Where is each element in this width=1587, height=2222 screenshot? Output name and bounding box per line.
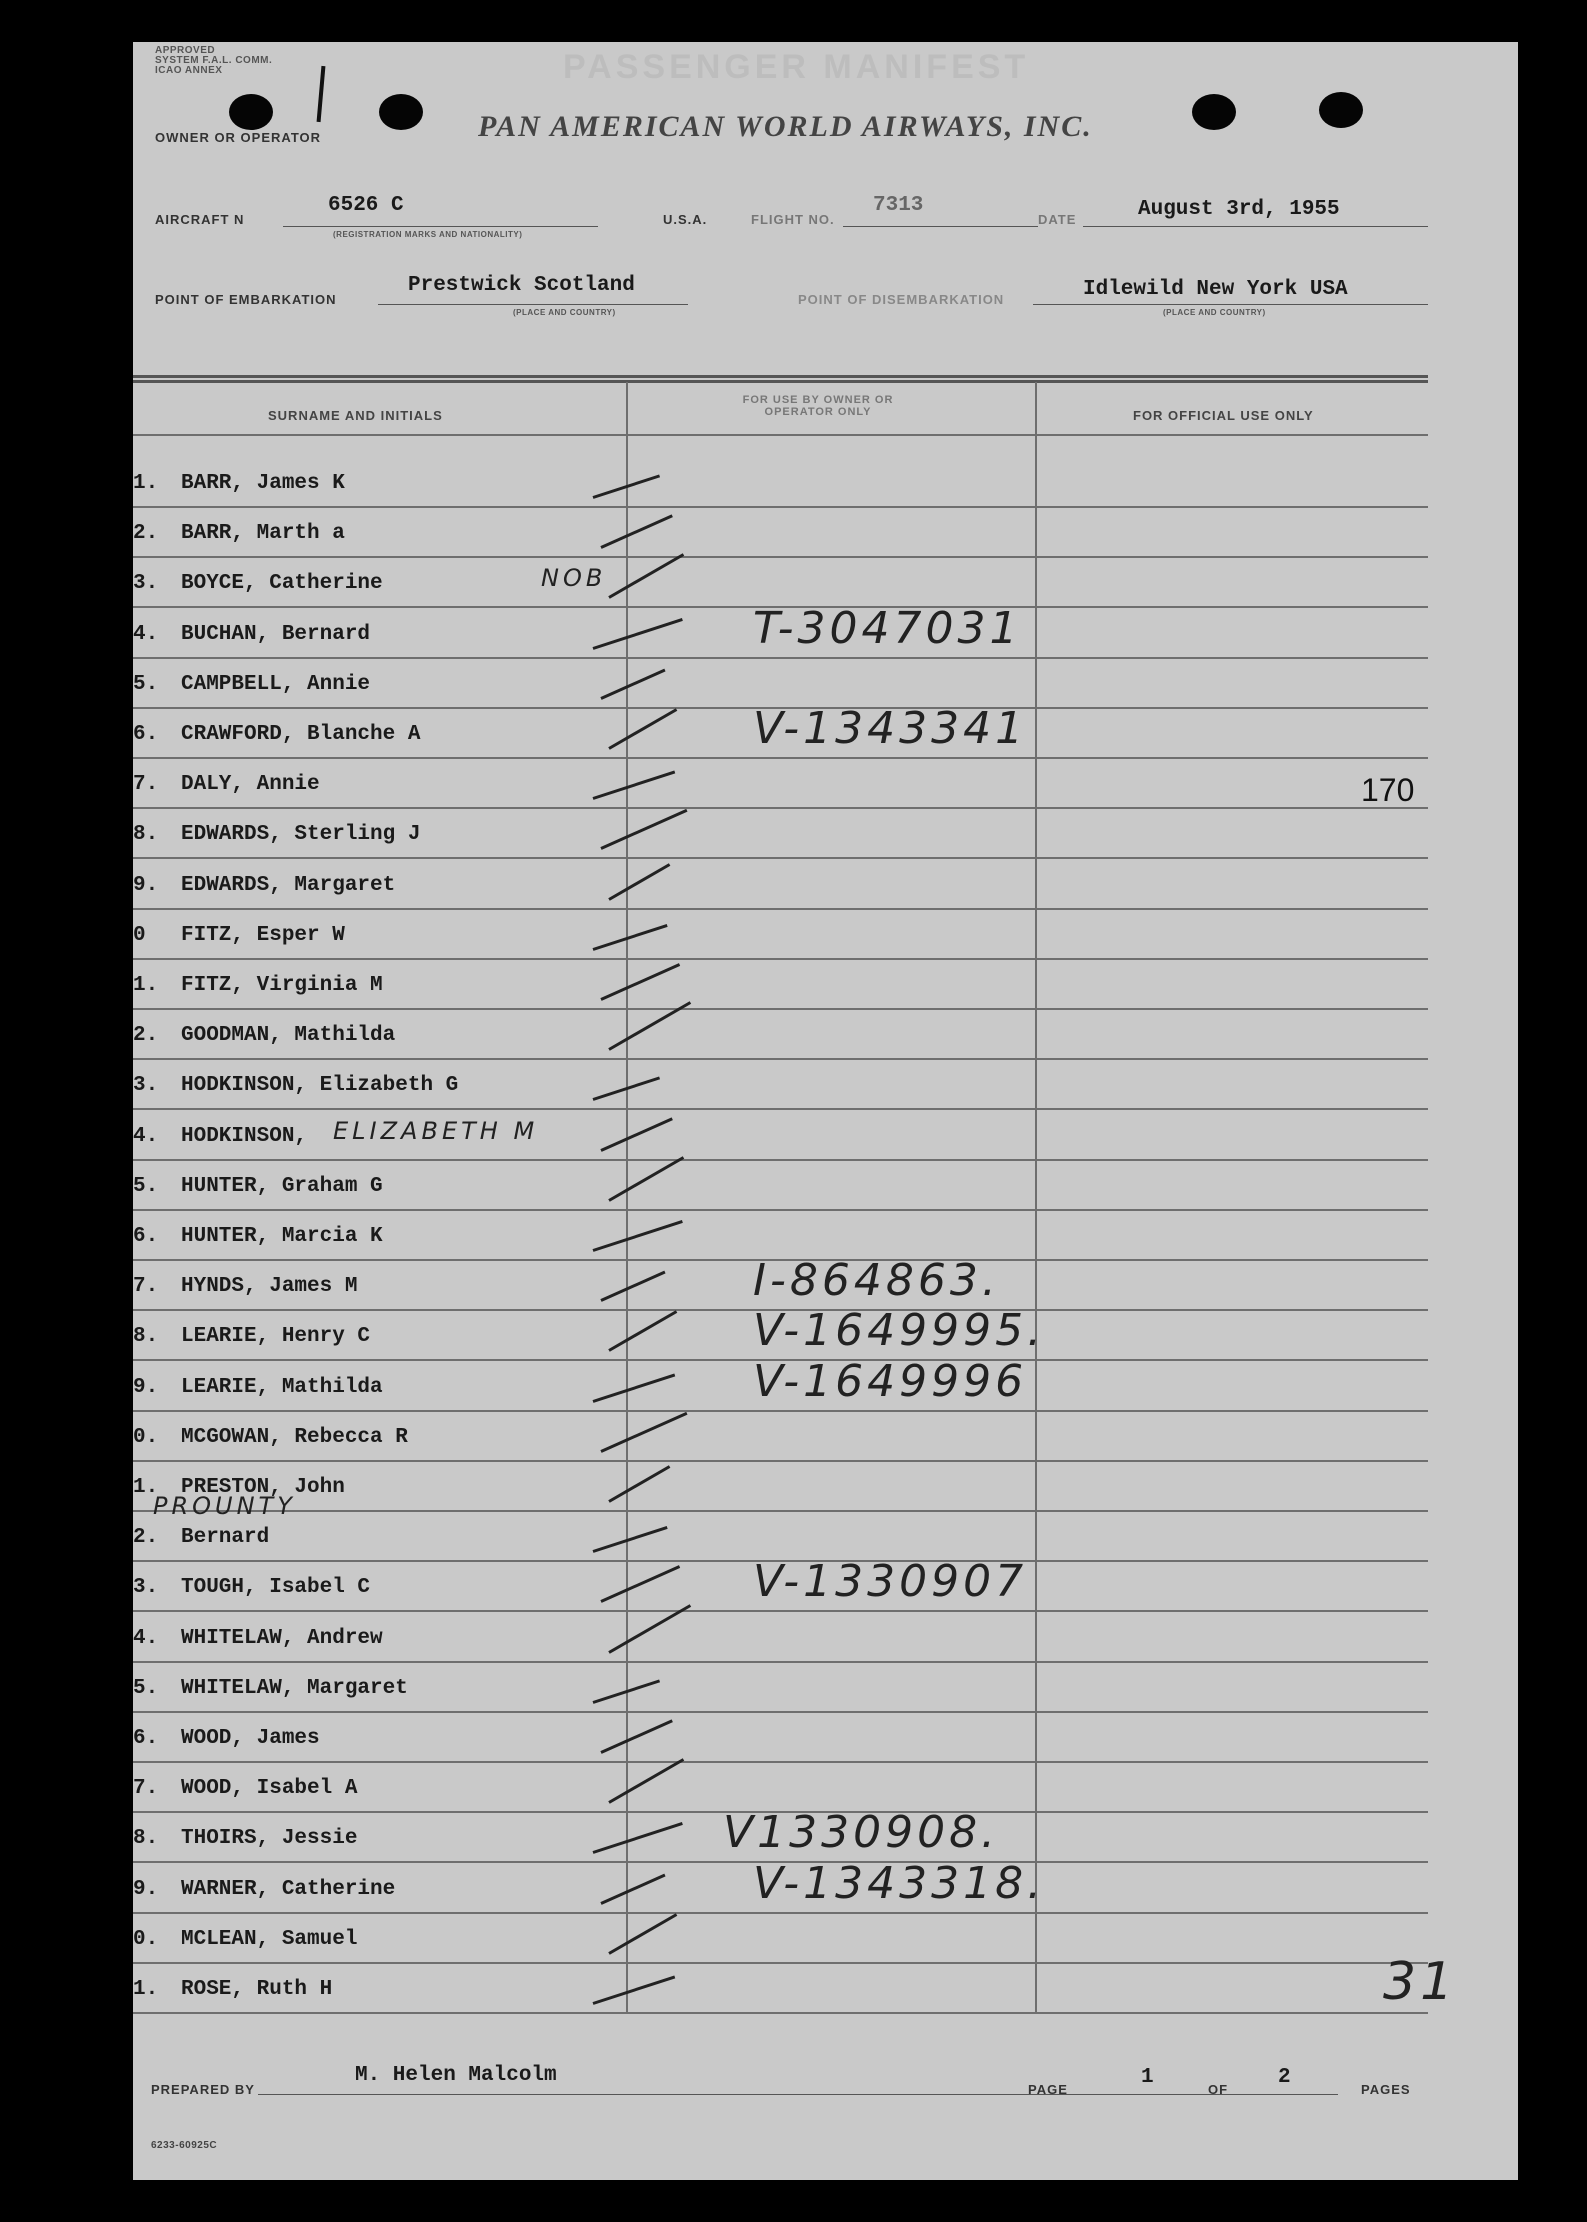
check-mark-icon bbox=[593, 1220, 683, 1252]
passenger-name: MCLEAN, Samuel bbox=[181, 1927, 358, 1951]
visa-number: V-1343318. bbox=[753, 1857, 1046, 1909]
check-mark-icon bbox=[593, 1373, 676, 1402]
passenger-name: HYNDS, James M bbox=[181, 1275, 358, 1299]
row-number: 7. bbox=[133, 1275, 159, 1299]
row-number: 8. bbox=[133, 823, 159, 847]
passenger-name: FITZ, Esper W bbox=[181, 923, 345, 947]
table-row bbox=[133, 1615, 1423, 1665]
passenger-name: HUNTER, Graham G bbox=[181, 1174, 383, 1198]
ghost-title: PASSENGER MANIFEST bbox=[563, 48, 1030, 86]
row-number: 2. bbox=[133, 1526, 159, 1550]
row-number: 2. bbox=[133, 1024, 159, 1048]
table-row bbox=[133, 1414, 1423, 1464]
visa-number: V-1330907 bbox=[753, 1556, 1028, 1608]
table-row bbox=[133, 1857, 1423, 1916]
row-number: 7. bbox=[133, 773, 159, 797]
row-number: 1. bbox=[133, 472, 159, 495]
passenger-name: BOYCE, Catherine bbox=[181, 572, 383, 596]
embark-sub: (PLACE AND COUNTRY) bbox=[513, 308, 616, 317]
passenger-name: FITZ, Virginia M bbox=[181, 974, 383, 997]
punch-hole-icon bbox=[379, 94, 423, 130]
count-note: 170 bbox=[1361, 772, 1415, 808]
check-mark-icon bbox=[608, 1758, 684, 1804]
passenger-name: BARR, James K bbox=[181, 472, 345, 495]
check-mark-icon bbox=[608, 1311, 677, 1353]
aircraft-value: 6526 C bbox=[328, 194, 404, 217]
row-number: 9. bbox=[133, 873, 159, 897]
table-row bbox=[133, 1163, 1423, 1213]
passenger-name: WOOD, Isabel A bbox=[181, 1777, 358, 1801]
manifest-page bbox=[133, 42, 1518, 2180]
check-mark-icon bbox=[593, 924, 668, 951]
table-row bbox=[133, 811, 1423, 861]
check-mark-icon bbox=[608, 863, 670, 901]
passenger-name: WARNER, Catherine bbox=[181, 1877, 396, 1901]
page-label: PAGE bbox=[1028, 2082, 1068, 2097]
visa-number: I-864863. bbox=[753, 1255, 1000, 1307]
row-number: 3. bbox=[133, 1074, 159, 1098]
check-mark-icon bbox=[593, 1526, 668, 1553]
check-mark-icon bbox=[593, 618, 683, 650]
date-value: August 3rd, 1955 bbox=[1138, 198, 1340, 221]
table-row bbox=[133, 862, 1423, 912]
passenger-name: HUNTER, Marcia K bbox=[181, 1225, 383, 1248]
row-number: 5. bbox=[133, 1174, 159, 1198]
col-surname: SURNAME AND INITIALS bbox=[268, 408, 443, 423]
row-number: 8. bbox=[133, 1325, 159, 1349]
date-label: DATE bbox=[1038, 212, 1077, 227]
passenger-name: THOIRS, Jessie bbox=[181, 1827, 358, 1851]
prepared-label: PREPARED BY bbox=[151, 2082, 255, 2097]
disembark-value: Idlewild New York USA bbox=[1083, 278, 1348, 301]
flight-value: 7313 bbox=[873, 194, 924, 217]
check-mark-icon bbox=[600, 1271, 665, 1302]
passenger-name: CAMPBELL, Annie bbox=[181, 672, 371, 696]
handwritten-note: PROUNTY bbox=[153, 1492, 296, 1521]
check-mark-icon bbox=[608, 1465, 670, 1503]
table-row bbox=[133, 962, 1423, 1012]
passenger-name: WOOD, James bbox=[181, 1727, 320, 1750]
check-mark-icon bbox=[600, 1719, 672, 1753]
table-row bbox=[133, 1916, 1423, 1966]
table-row bbox=[133, 912, 1423, 962]
row-number: 7. bbox=[133, 1777, 159, 1801]
passenger-name: Bernard bbox=[181, 1526, 270, 1550]
check-mark-icon bbox=[608, 708, 677, 750]
check-mark-icon bbox=[593, 771, 676, 800]
row-number: 4. bbox=[133, 622, 159, 646]
check-mark-icon bbox=[593, 1822, 683, 1854]
table-row bbox=[133, 761, 1423, 811]
handwritten-note: ELIZABETH M bbox=[333, 1116, 539, 1145]
prepared-value: M. Helen Malcolm bbox=[355, 2064, 557, 2087]
row-number: 1. bbox=[133, 974, 159, 997]
embark-value: Prestwick Scotland bbox=[408, 274, 635, 297]
check-mark-icon bbox=[600, 1566, 680, 1604]
visa-number: V-1343341 bbox=[753, 703, 1028, 754]
check-mark-icon bbox=[600, 515, 672, 549]
passenger-name: DALY, Annie bbox=[181, 773, 320, 797]
visa-number: V-1649996 bbox=[753, 1355, 1028, 1407]
approved-stamp bbox=[155, 46, 272, 76]
table-row bbox=[133, 460, 1423, 510]
passenger-name: GOODMAN, Mathilda bbox=[181, 1024, 396, 1048]
passenger-name: WHITELAW, Andrew bbox=[181, 1626, 383, 1650]
passenger-name: ROSE, Ruth H bbox=[181, 1978, 333, 2001]
usa-label: U.S.A. bbox=[663, 212, 708, 227]
check-mark-icon bbox=[593, 1679, 661, 1703]
check-mark-icon bbox=[600, 1412, 687, 1453]
check-mark-icon bbox=[600, 668, 665, 699]
passenger-name: LEARIE, Henry C bbox=[181, 1325, 371, 1349]
check-mark-icon bbox=[600, 1873, 665, 1904]
row-number: 4. bbox=[133, 1124, 159, 1148]
punch-hole-icon bbox=[1319, 92, 1363, 128]
check-mark-icon bbox=[600, 963, 680, 1001]
row-number: 6. bbox=[133, 1727, 159, 1750]
check-mark-icon bbox=[600, 1117, 672, 1151]
stamp-line: APPROVED bbox=[155, 45, 216, 56]
table-row bbox=[133, 1715, 1423, 1765]
check-mark-icon bbox=[608, 554, 684, 600]
passenger-name: EDWARDS, Margaret bbox=[181, 873, 396, 897]
row-number: 4. bbox=[133, 1626, 159, 1650]
punch-hole-icon bbox=[1192, 94, 1236, 130]
passenger-name: HODKINSON, bbox=[181, 1124, 308, 1148]
of-value: 2 bbox=[1278, 2066, 1291, 2089]
stamp-line: ICAO ANNEX bbox=[155, 65, 223, 76]
visa-number: V-1649995. bbox=[753, 1305, 1046, 1357]
passenger-name: PRESTON, John bbox=[181, 1476, 345, 1499]
table-row bbox=[133, 1556, 1423, 1614]
check-mark-icon bbox=[600, 809, 687, 850]
passenger-name: LEARIE, Mathilda bbox=[181, 1375, 383, 1399]
check-mark-icon bbox=[608, 1913, 677, 1955]
row-number: 0. bbox=[133, 1425, 159, 1449]
row-number: 9. bbox=[133, 1375, 159, 1399]
pen-mark bbox=[317, 66, 326, 122]
stamp-line: SYSTEM F.A.L. COMM. bbox=[155, 55, 273, 66]
passenger-name: TOUGH, Isabel C bbox=[181, 1576, 371, 1600]
total-note: 31 bbox=[1383, 1952, 1458, 2012]
embark-label: POINT OF EMBARKATION bbox=[155, 292, 337, 307]
disembark-sub: (PLACE AND COUNTRY) bbox=[1163, 308, 1266, 317]
table-row bbox=[133, 510, 1423, 560]
aircraft-label: AIRCRAFT N bbox=[155, 212, 245, 227]
row-number: 6. bbox=[133, 723, 159, 746]
passenger-name: WHITELAW, Margaret bbox=[181, 1676, 408, 1700]
disembark-label: POINT OF DISEMBARKATION bbox=[798, 292, 1005, 307]
operator-name: PAN AMERICAN WORLD AIRWAYS, INC. bbox=[478, 110, 1093, 143]
check-mark-icon bbox=[593, 1975, 676, 2004]
aircraft-sub: (REGISTRATION MARKS AND NATIONALITY) bbox=[333, 230, 523, 239]
table-row bbox=[133, 1966, 1423, 2016]
row-number: 5. bbox=[133, 672, 159, 696]
table-row bbox=[133, 1665, 1423, 1715]
table-row bbox=[133, 1113, 1423, 1163]
check-mark-icon bbox=[593, 474, 661, 498]
col-owner-use: FOR USE BY OWNER OR OPERATOR ONLY bbox=[742, 394, 894, 418]
of-label: OF bbox=[1208, 2082, 1229, 2097]
flight-label: FLIGHT NO. bbox=[751, 212, 835, 227]
row-number: 3. bbox=[133, 572, 159, 596]
row-number: 3. bbox=[133, 1576, 159, 1600]
passenger-name: BARR, Marth a bbox=[181, 522, 345, 546]
visa-number: T-3047031 bbox=[753, 602, 1022, 654]
table-row bbox=[133, 1062, 1423, 1112]
owner-label: OWNER OR OPERATOR bbox=[155, 130, 322, 145]
passenger-name: CRAWFORD, Blanche A bbox=[181, 723, 421, 746]
row-number: 6. bbox=[133, 1225, 159, 1248]
table-row bbox=[133, 602, 1423, 661]
col-official-use: FOR OFFICIAL USE ONLY bbox=[1133, 408, 1314, 423]
passenger-name: HODKINSON, Elizabeth G bbox=[181, 1074, 459, 1098]
punch-hole-icon bbox=[229, 94, 273, 130]
row-number: 9. bbox=[133, 1877, 159, 1901]
passenger-name: BUCHAN, Bernard bbox=[181, 622, 371, 646]
check-mark-icon bbox=[608, 1156, 684, 1202]
visa-number: V1330908. bbox=[723, 1807, 1000, 1859]
table-row bbox=[133, 1012, 1423, 1062]
passenger-name: MCGOWAN, Rebecca R bbox=[181, 1425, 408, 1449]
passenger-name: EDWARDS, Sterling J bbox=[181, 823, 421, 847]
pages-label: PAGES bbox=[1361, 2082, 1411, 2097]
row-number: 0 bbox=[133, 923, 146, 947]
table-row bbox=[133, 1464, 1423, 1514]
row-number: 1. bbox=[133, 1476, 159, 1499]
row-number: 1. bbox=[133, 1978, 159, 2001]
row-number: 8. bbox=[133, 1827, 159, 1851]
page-value: 1 bbox=[1141, 2066, 1154, 2089]
row-number: 2. bbox=[133, 522, 159, 546]
form-number: 6233-60925C bbox=[151, 2140, 218, 2151]
row-number: 0. bbox=[133, 1927, 159, 1951]
check-mark-icon bbox=[593, 1077, 661, 1101]
table-row bbox=[133, 703, 1423, 761]
handwritten-note: NOB bbox=[541, 564, 607, 593]
row-number: 5. bbox=[133, 1676, 159, 1700]
table-row bbox=[133, 1355, 1423, 1414]
